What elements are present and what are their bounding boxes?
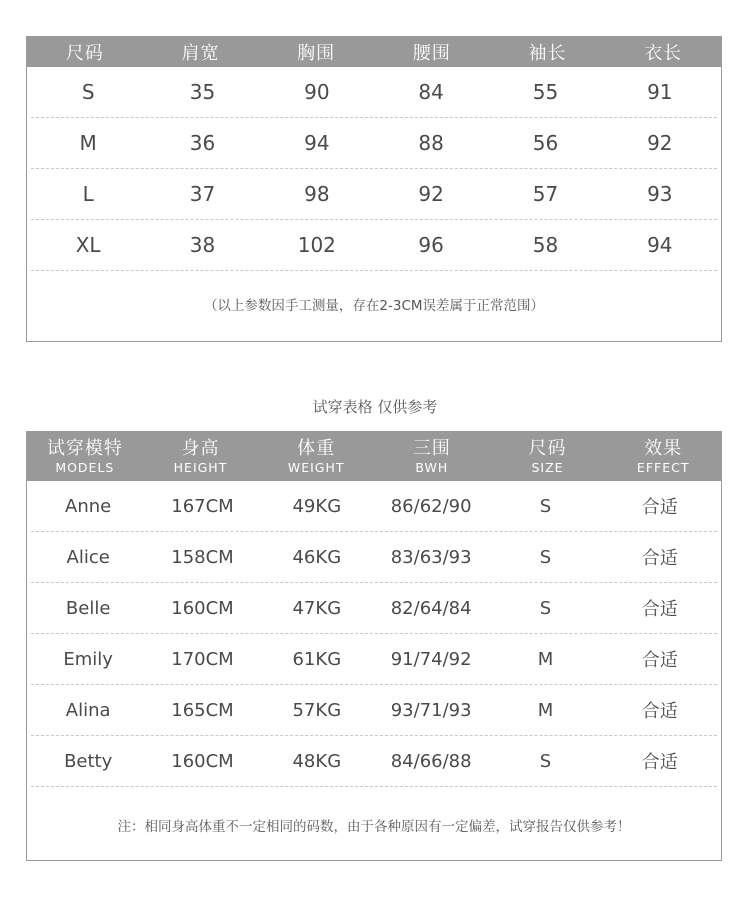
table-cell: M	[537, 699, 554, 721]
table-cell: 82/64/84	[390, 597, 472, 619]
fit-table	[26, 431, 722, 861]
table-cell: S	[81, 80, 95, 104]
table-cell: M	[537, 648, 554, 670]
table-row	[31, 583, 717, 634]
table-cell: 91/74/92	[390, 648, 472, 670]
table-cell: 57KG	[292, 699, 342, 721]
table-cell: L	[82, 182, 94, 206]
table-cell: 38	[189, 233, 216, 257]
table-cell: Alice	[66, 546, 110, 568]
table-cell: 96	[418, 233, 444, 257]
table-cell: XL	[75, 233, 101, 257]
table-row	[31, 118, 717, 169]
table-cell: 93/71/93	[390, 699, 472, 721]
header-cell: 胸围	[297, 43, 336, 64]
size-table	[26, 36, 722, 342]
table-cell: 57	[532, 182, 559, 206]
header-en: MODELS	[55, 459, 115, 475]
table-cell: 92	[647, 131, 673, 155]
header-cell-effect	[605, 432, 721, 481]
header-cell: 尺码	[65, 43, 104, 64]
header-zh: 体重	[297, 437, 336, 459]
table-row	[31, 481, 717, 532]
table-cell: 92	[418, 182, 444, 206]
table-cell: 61KG	[292, 648, 342, 670]
fit-note: 注：相同身高体重不一定相同的码数，由于各种原因有一定偏差，试穿报告仅供参考！	[117, 819, 631, 835]
table-cell: 46KG	[292, 546, 342, 568]
header-cell: 衣长	[644, 43, 683, 64]
table-cell: 165CM	[171, 699, 234, 721]
header-cell-size	[490, 432, 606, 481]
table-cell: 167CM	[171, 495, 234, 517]
table-cell: S	[539, 495, 552, 517]
table-row	[31, 67, 717, 118]
table-row	[31, 169, 717, 220]
header-zh: 试穿模特	[46, 437, 123, 459]
table-row	[31, 532, 717, 583]
table-cell: 158CM	[171, 546, 234, 568]
table-cell: 98	[304, 182, 330, 206]
table-cell: 47KG	[292, 597, 342, 619]
table-cell: 55	[532, 80, 559, 104]
table-cell: 160CM	[171, 597, 234, 619]
table-cell: 94	[304, 131, 330, 155]
header-en: BWH	[415, 459, 449, 475]
table-cell: 合适	[641, 548, 678, 569]
table-cell: 合适	[641, 752, 678, 773]
table-cell: M	[79, 131, 97, 155]
header-en: HEIGHT	[173, 459, 228, 475]
table-cell: 56	[532, 131, 559, 155]
header-en: EFFECT	[636, 459, 690, 475]
table-cell: Belle	[65, 597, 111, 619]
header-cell-bwh	[374, 432, 490, 481]
table-cell: 160CM	[171, 750, 234, 772]
table-cell: 合适	[641, 650, 678, 671]
header-cell-height	[143, 432, 259, 481]
fit-table-header	[27, 432, 721, 481]
table-cell: Anne	[65, 495, 112, 517]
table-cell: 84/66/88	[390, 750, 472, 772]
table-cell: 合适	[641, 497, 678, 518]
header-cell: 腰围	[412, 43, 451, 64]
size-table-header	[27, 37, 721, 67]
table-cell: 94	[647, 233, 673, 257]
table-cell: 86/62/90	[390, 495, 472, 517]
table-cell: 83/63/93	[390, 546, 472, 568]
header-zh: 身高	[181, 437, 220, 459]
table-cell: S	[539, 597, 552, 619]
table-cell: 48KG	[292, 750, 342, 772]
header-zh: 三围	[412, 437, 451, 459]
header-en: WEIGHT	[287, 459, 345, 475]
header-cell: 袖长	[528, 43, 567, 64]
table-cell: 合适	[641, 701, 678, 722]
table-cell: Alina	[65, 699, 111, 721]
table-cell: 36	[189, 131, 216, 155]
measurement-note: （以上参数因手工测量，存在2-3CM误差属于正常范围）	[203, 298, 545, 314]
table-cell: S	[539, 546, 552, 568]
table-row	[31, 634, 717, 685]
table-row	[31, 685, 717, 736]
table-cell: 91	[647, 80, 673, 104]
table-cell: 49KG	[292, 495, 342, 517]
header-en: SIZE	[531, 459, 564, 475]
table-row	[31, 220, 717, 271]
header-cell: 肩宽	[181, 43, 220, 64]
header-zh: 尺码	[528, 437, 567, 459]
table-cell: 84	[418, 80, 444, 104]
table-cell: S	[539, 750, 552, 772]
table-cell: 102	[297, 233, 336, 257]
header-zh: 效果	[644, 437, 683, 459]
table-cell: 93	[647, 182, 673, 206]
table-cell: 90	[304, 80, 330, 104]
table-cell: 88	[418, 131, 444, 155]
table-cell: 37	[189, 182, 216, 206]
table-row	[31, 736, 717, 787]
table-cell: 170CM	[171, 648, 234, 670]
header-cell-weight	[258, 432, 374, 481]
table-cell: Emily	[63, 648, 113, 670]
table-cell: 合适	[641, 599, 678, 620]
header-cell-models	[27, 432, 143, 481]
table-cell: Betty	[64, 750, 113, 772]
table-cell: 58	[532, 233, 559, 257]
fit-table-caption: 试穿表格 仅供参考	[312, 398, 438, 416]
table-cell: 35	[189, 80, 216, 104]
